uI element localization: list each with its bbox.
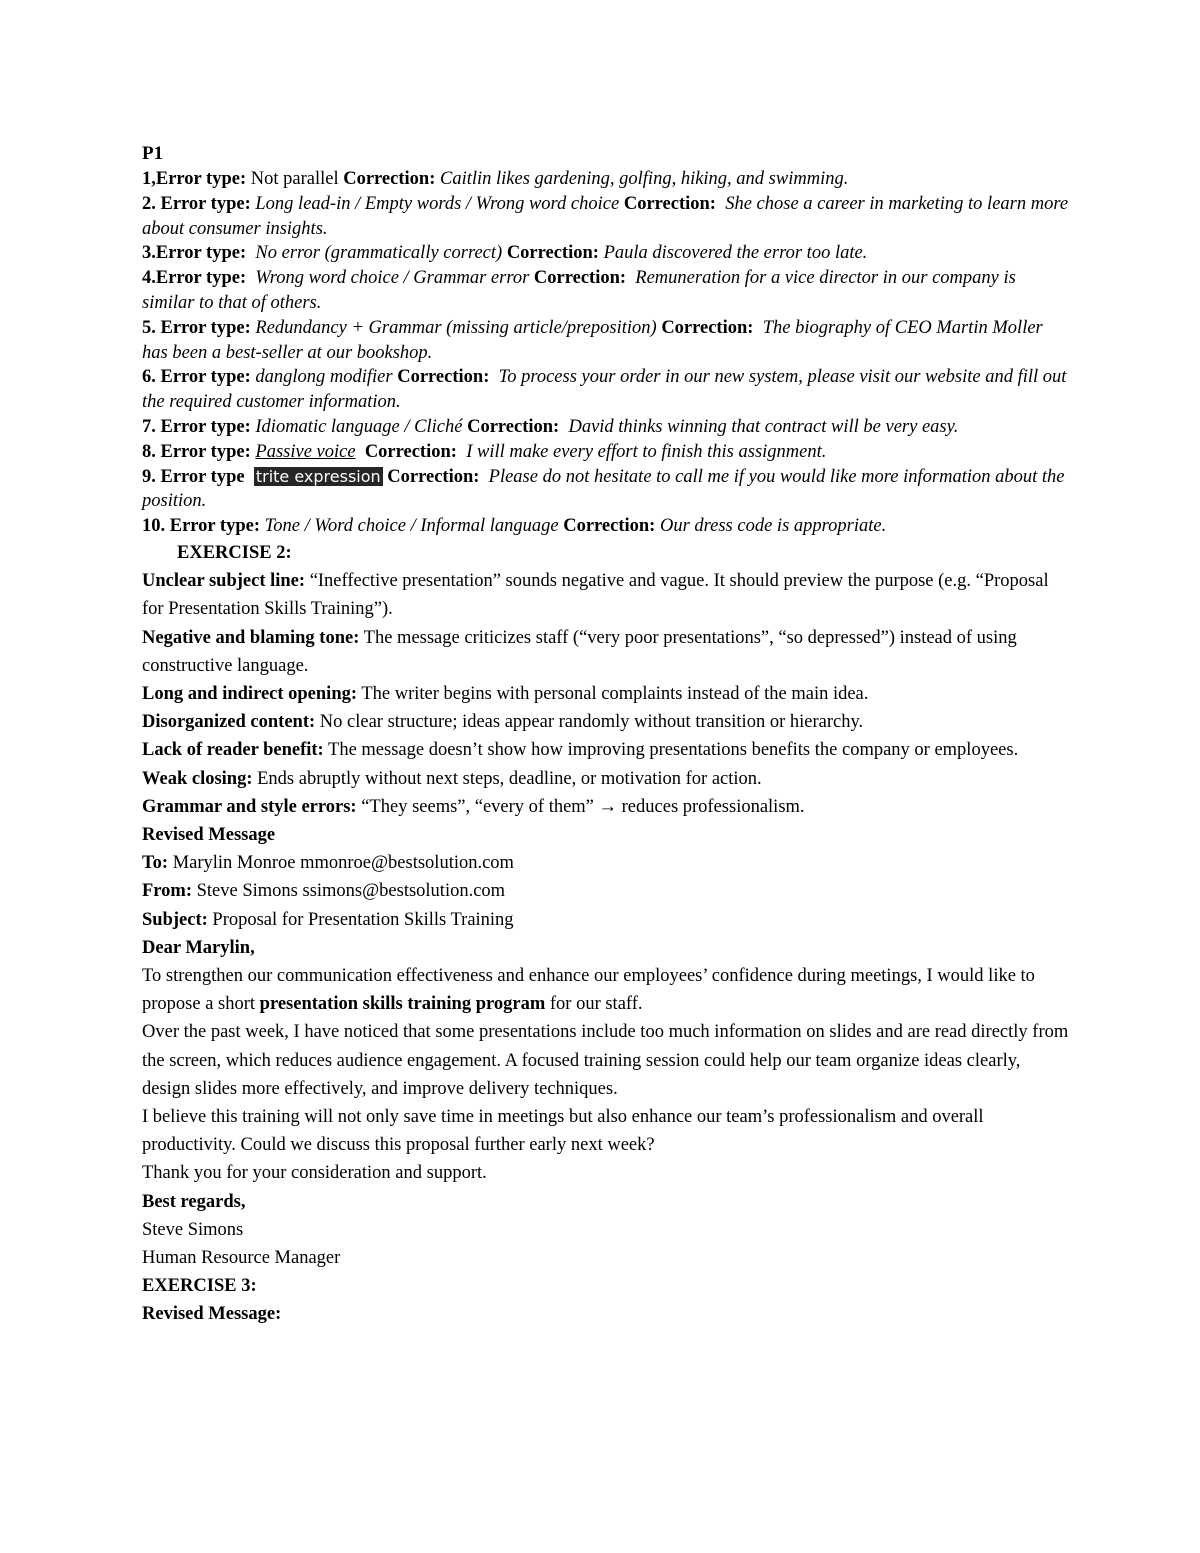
- exercise3-heading: EXERCISE 3:: [142, 1276, 257, 1297]
- signature-title: Human Resource Manager: [142, 1248, 341, 1269]
- section-p1: [142, 141, 1072, 539]
- highlighted-selection[interactable]: trite expression: [255, 466, 381, 486]
- email-closing: Best regards,: [142, 1191, 246, 1212]
- email-paragraph-4: Thank you for your consideration and support.: [142, 1163, 487, 1184]
- revised-message-heading: Revised Message: [142, 824, 276, 845]
- p1-item-3: 3.Error type: No error (grammatically correct) Correction: Paula discovered the error too late.: [142, 243, 868, 264]
- p1-item-2: 2. Error type: Long lead-in / Empty words / Wrong word choice Correction: She chose a career in marketing to learn more about consumer insights.: [142, 193, 1069, 239]
- email-salutation: Dear Marylin,: [142, 937, 255, 958]
- p1-item-6: 6. Error type: danglong modifier Correction: To process your order in our new system, please visit our website and fill out the required customer information.: [142, 367, 1067, 413]
- issue-item: Lack of reader benefit: The message doesn’t show how improving presentations benefits the company or employees.: [142, 740, 1019, 761]
- p1-item-5: 5. Error type: Redundancy + Grammar (missing article/preposition) Correction: The biography of CEO Martin Moller has been a best-seller at our bookshop.: [142, 317, 1043, 363]
- email-paragraph-3: I believe this training will not only save time in meetings but also enhance our team’s professionalism and overall productivity. Could we discuss this proposal further early next week?: [142, 1107, 984, 1156]
- signature-name: Steve Simons: [142, 1219, 244, 1240]
- p1-item-9: 9. Error type trite expression Correction: Please do not hesitate to call me if you would like more information about the position.: [142, 466, 1065, 512]
- p1-item-10: 10. Error type: Tone / Word choice / Informal language Correction: Our dress code is appropriate.: [142, 516, 887, 537]
- issue-item: Negative and blaming tone: The message criticizes staff (“very poor presentations”, “so depressed”) instead of using constructive language.: [142, 627, 1017, 676]
- email-paragraph-2: Over the past week, I have noticed that some presentations include too much information on slides and are read directly from the screen, which reduces audience engagement. A focused training session could help our team organize ideas clearly, design slides more effectively, and improve delivery techniques.: [142, 1022, 1069, 1099]
- p1-item-1: 1,Error type: Not parallel Correction: Caitlin likes gardening, golfing, hiking, and swimming.: [142, 169, 849, 189]
- email-to: To: Marylin Monroe mmonroe@bestsolution.com: [142, 853, 514, 874]
- email-paragraph-1: To strengthen our communication effectiveness and enhance our employees’ confidence during meetings, I would like to propose a short presentation skills training program for our staff.: [142, 966, 1035, 1015]
- document-body: [142, 141, 1072, 1329]
- section-exercise2: [142, 539, 1072, 1329]
- exercise2-heading: EXERCISE 2:: [177, 542, 292, 563]
- issue-item: Grammar and style errors: “They seems”, “every of them” → reduces professionalism.: [142, 796, 805, 817]
- issue-item: Disorganized content: No clear structure; ideas appear randomly without transition or hierarchy.: [142, 712, 864, 733]
- issue-item: Weak closing: Ends abruptly without next steps, deadline, or motivation for action.: [142, 768, 762, 789]
- issue-item: Long and indirect opening: The writer begins with personal complaints instead of the main idea.: [142, 683, 869, 704]
- email-from: From: Steve Simons ssimons@bestsolution.com: [142, 881, 506, 902]
- exercise3-revised-label: Revised Message:: [142, 1304, 282, 1325]
- p1-item-4: 4.Error type: Wrong word choice / Grammar error Correction: Remuneration for a vice director in our company is similar to that of others.: [142, 268, 1016, 313]
- email-subject: Subject: Proposal for Presentation Skills Training: [142, 909, 514, 930]
- issue-item: Unclear subject line: “Ineffective presentation” sounds negative and vague. It should preview the purpose (e.g. “Proposal for Presentation Skills Training”).: [142, 571, 1049, 620]
- p1-item-8: 8. Error type: Passive voice Correction: I will make every effort to finish this assignment.: [142, 441, 827, 462]
- p1-item-7: 7. Error type: Idiomatic language / Cliché Correction: David thinks winning that contract will be very easy.: [142, 416, 959, 437]
- p1-title: P1: [142, 143, 164, 164]
